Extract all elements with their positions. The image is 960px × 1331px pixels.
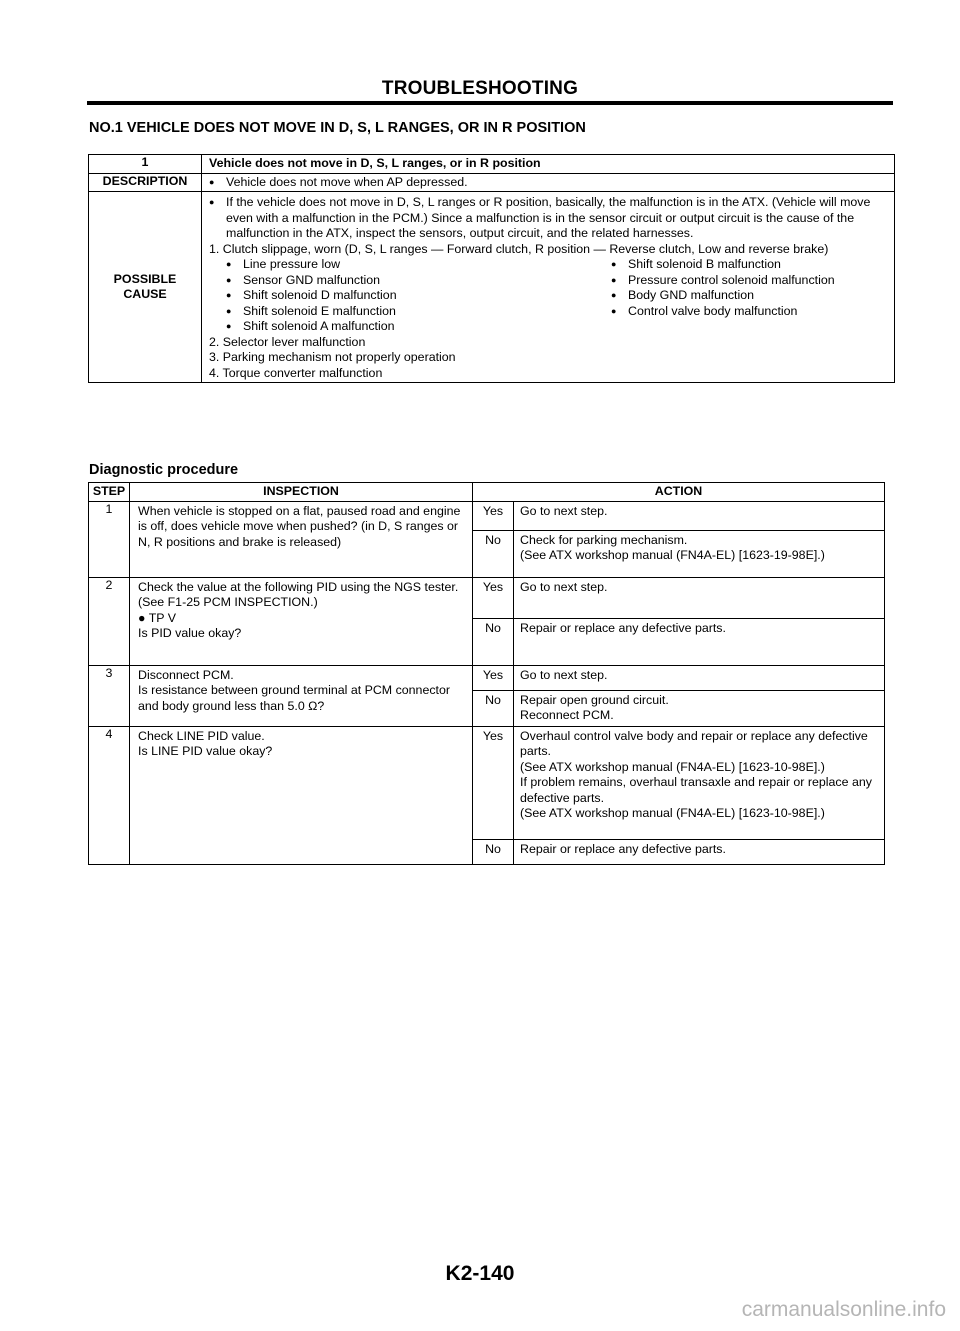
yes-label: Yes (473, 726, 514, 839)
symptom-table (88, 154, 895, 383)
inspection-line: Check the value at the following PID using the NGS tester. (138, 579, 459, 594)
inspection-header: INSPECTION (130, 483, 473, 502)
inspection-line: (See F1-25 PCM INSPECTION.) (138, 595, 318, 609)
title-rule (87, 101, 893, 105)
yes-label: Yes (473, 501, 514, 530)
no-label: No (473, 690, 514, 726)
action-line: Go to next step. (520, 667, 608, 682)
cause-sub-item: ● Control valve body malfunction (611, 304, 889, 320)
yes-label: Yes (473, 665, 514, 690)
diagnostic-row (89, 577, 885, 618)
symptom-title: Vehicle does not move in D, S, L ranges, or in R position (202, 155, 895, 174)
page-title: TROUBLESHOOTING (381, 78, 579, 99)
diagnostic-row (89, 501, 885, 530)
no-action-cell (514, 839, 885, 864)
yes-action-cell (514, 577, 885, 618)
no-label: No (473, 530, 514, 577)
inspection-line: Is resistance between ground terminal at PCM connector and body ground less than 5.0 Ω? (138, 683, 450, 713)
inspection-line: ● TP V (138, 610, 177, 625)
diagnostic-table (88, 482, 885, 865)
cause-item-3: 3. Parking mechanism not properly operation (209, 350, 456, 364)
symptom-number: 1 (89, 155, 202, 174)
action-line: Repair open ground circuit. (520, 692, 669, 707)
step-header: STEP (89, 483, 130, 502)
page-number: K2-140 (445, 1262, 515, 1285)
cause-sub-item: ● Shift solenoid D malfunction (226, 288, 611, 304)
cause-sub-item: ● Body GND malfunction (611, 288, 889, 304)
action-line: (See ATX workshop manual (FN4A-EL) [1623-10-98E].) (520, 806, 825, 820)
inspection-line: Is LINE PID value okay? (138, 744, 273, 758)
no-label: No (473, 839, 514, 864)
cause-sub-list (209, 257, 889, 335)
action-line: Go to next step. (520, 503, 608, 518)
cause-sub-item: ● Sensor GND malfunction (226, 273, 611, 289)
yes-action-cell (514, 665, 885, 690)
action-header: ACTION (473, 483, 885, 502)
diagnostic-title: Diagnostic procedure (89, 462, 239, 478)
cause-sub-item: ● Shift solenoid E malfunction (226, 304, 611, 320)
no-label: No (473, 618, 514, 665)
action-line: Reconnect PCM. (520, 708, 614, 722)
possible-cause-cell (202, 192, 895, 383)
cause-item-1: 1. Clutch slippage, worn (D, S, L ranges — Forward clutch, R position — Reverse clutch, Low and reverse brake) (209, 241, 829, 256)
inspection-line: Is PID value okay? (138, 626, 242, 640)
possible-label: POSSIBLE (113, 271, 177, 286)
description-text: ● Vehicle does not move when AP depressed. (209, 175, 889, 191)
action-line: Overhaul control valve body and repair or replace any defective parts. (520, 728, 868, 758)
cause-sub-item: ● Shift solenoid A malfunction (226, 319, 611, 335)
description-label: DESCRIPTION (89, 173, 202, 192)
cause-intro: ● If the vehicle does not move in D, S, L ranges or R position, basically, the malfunction is in the ATX. (Vehicle will move even with a malfunction in the PCM.) Since a malfunction is in the sensor circuit or output circuit is the cause of the malfunction in the ATX, inspect the sensors, output circuit, and the related harnesses. (209, 195, 889, 242)
cause-sub-item: ● Shift solenoid B malfunction (611, 257, 889, 273)
possible-cause-label (89, 192, 202, 383)
inspection-cell (130, 577, 473, 665)
cause-label: CAUSE (123, 287, 167, 301)
diagnostic-row (89, 726, 885, 839)
no-action-cell (514, 690, 885, 726)
inspection-cell (130, 665, 473, 726)
description-cell (202, 173, 895, 192)
action-line: Repair or replace any defective parts. (520, 841, 726, 856)
step-number: 4 (89, 726, 130, 864)
cause-item-2: 2. Selector lever malfunction (209, 334, 366, 349)
action-line: (See ATX workshop manual (FN4A-EL) [1623-19-98E].) (520, 548, 825, 562)
action-line: If problem remains, overhaul transaxle and repair or replace any defective parts. (520, 775, 872, 805)
step-number: 1 (89, 501, 130, 577)
watermark: carmanualsonline.info (741, 1298, 946, 1321)
no-action-cell (514, 530, 885, 577)
cause-item-4: 4. Torque converter malfunction (209, 365, 383, 380)
inspection-line: Disconnect PCM. (138, 667, 234, 682)
yes-action-cell (514, 726, 885, 839)
no-action-cell (514, 618, 885, 665)
cause-sub-left (209, 257, 611, 335)
step-number: 2 (89, 577, 130, 665)
cause-sub-right (611, 257, 889, 335)
diagnostic-row (89, 665, 885, 690)
section-title: NO.1 VEHICLE DOES NOT MOVE IN D, S, L RANGES, OR IN R POSITION (89, 120, 586, 136)
cause-sub-item: ● Line pressure low (226, 257, 611, 273)
action-line: Go to next step. (520, 579, 608, 594)
step-number: 3 (89, 665, 130, 726)
action-line: (See ATX workshop manual (FN4A-EL) [1623-10-98E].) (520, 759, 825, 774)
inspection-line: Check LINE PID value. (138, 728, 265, 743)
yes-action-cell (514, 501, 885, 530)
action-line: Check for parking mechanism. (520, 532, 688, 547)
yes-label: Yes (473, 577, 514, 618)
inspection-cell (130, 501, 473, 577)
inspection-cell (130, 726, 473, 864)
action-line: Repair or replace any defective parts. (520, 620, 726, 635)
inspection-line: When vehicle is stopped on a flat, paused road and engine is off, does vehicle move when pushed? (in D, S ranges or N, R positions and brake is released) (138, 503, 461, 549)
cause-sub-item: ● Pressure control solenoid malfunction (611, 273, 889, 289)
